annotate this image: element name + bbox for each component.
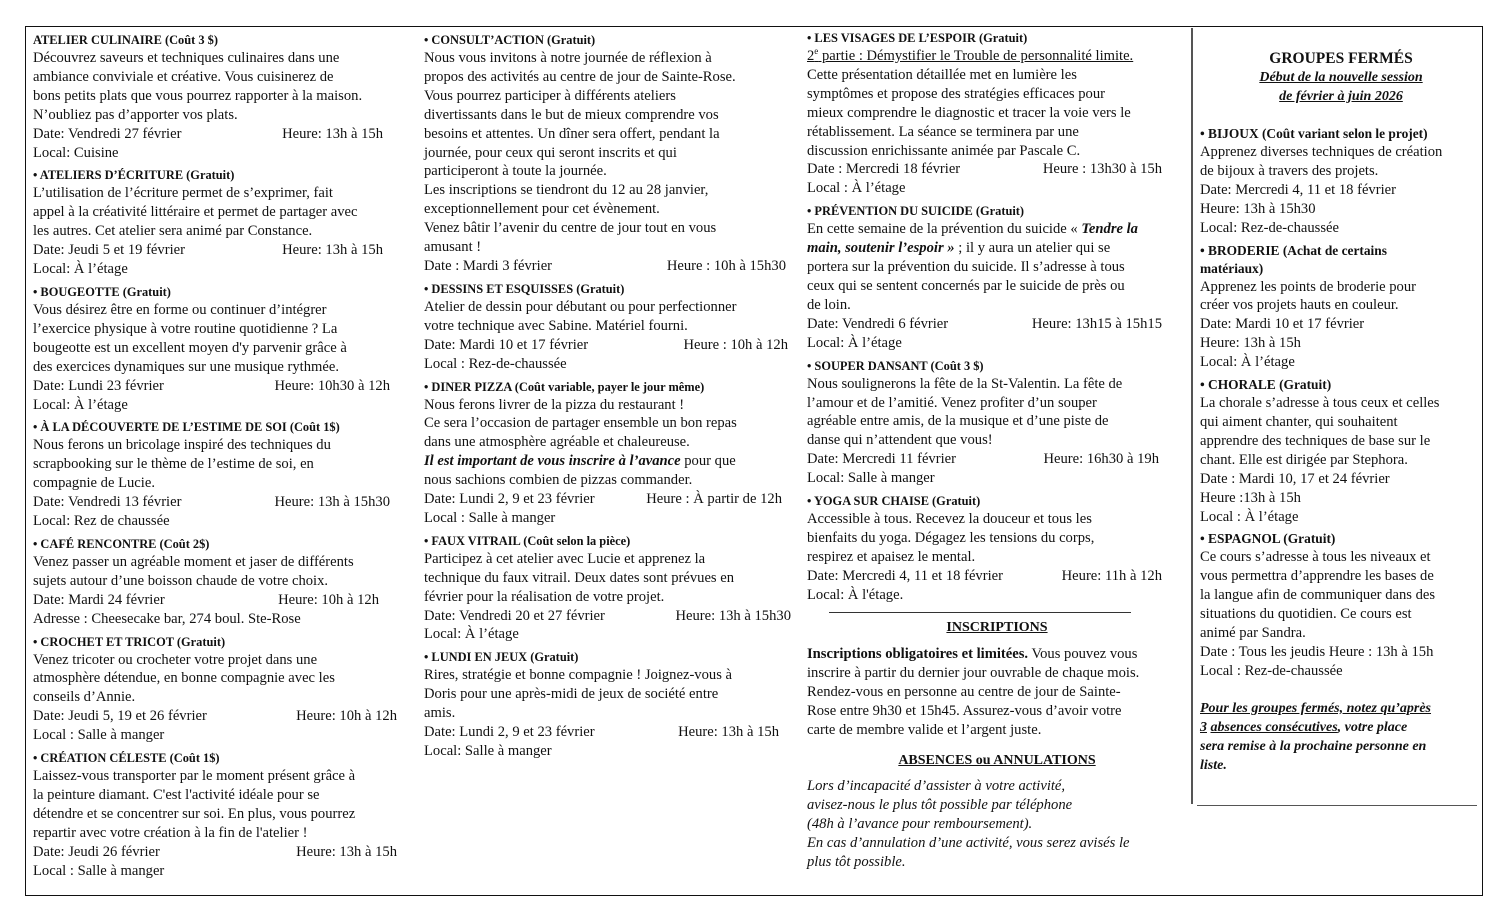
group-title: • CHORALE (Gratuit) [1200,377,1332,393]
description-line: L’utilisation de l’écriture permet de s’exprimer, fait [33,185,333,202]
group-line: Date : Mardi 10, 17 et 24 février [1200,470,1390,487]
group-line: Heure: 13h à 15h30 [1200,200,1316,217]
activity-time: Heure: 11h à 12h [1061,567,1162,584]
description-line: compagnie de Lucie. [33,475,155,492]
activity-block [33,166,411,279]
activity-location: Local: Cuisine [33,144,119,161]
subtitle-text: partie : Démystifier le Trouble de personnalité limite. [818,48,1134,64]
date-time-row [424,490,782,509]
activity-location: Local : À l’étage [807,180,906,197]
text-segment: ; il y aura un atelier qui se [954,240,1111,257]
activity-title: • DINER PIZZA (Coût variable, payer le jour même) [424,379,705,394]
description-line: propos des activités au centre de jour de Sainte-Rose. [424,68,736,85]
group-line: Heure: 13h à 15h [1200,335,1301,352]
activity-title: • À LA DÉCOUVERTE DE L’ESTIME DE SOI (Coût 1$) [33,420,340,435]
group-line: de bijoux à travers des projets. [1200,162,1379,179]
description-line: repartir avec votre création à la fin de l'atelier ! [33,824,308,841]
activity-time: Heure : 10h à 12h [683,336,788,353]
description-line: détendre et se concentrer sur soi. En plus, vous pourrez [33,805,356,822]
description-line: conseils d’Annie. [33,689,136,706]
description-line: bougeotte est un excellent moyen d'y parvenir grâce à [33,339,347,356]
activity-date: Date: Vendredi 27 février [33,125,182,142]
description-line: rétablissement. La séance se terminera par une [807,123,1079,140]
column-3 [807,29,1187,871]
activity-block [33,31,411,162]
description-line: Venez tricoter ou crocheter votre projet dans une [33,651,318,668]
inscriptions-bold: Inscriptions obligatoires et limitées. [807,646,1029,663]
activity-title: • LES VISAGES DE L’ESPOIR (Gratuit) [807,31,1028,45]
activity-block [33,633,411,746]
inscriptions-line: carte de membre valide et l’argent juste. [807,722,1042,739]
activity-time: Heure: 13h à 15h [678,724,779,741]
group-line: Apprenez les points de broderie pour [1200,278,1416,295]
description-line: sujets autour d’une boisson chaude de votre choix. [33,572,329,589]
activity-date: Date: Lundi 2, 9 et 23 février [424,491,595,508]
date-time-row [424,607,791,626]
activity-location: Local: À l’étage [424,626,519,643]
closed-group-block [1200,530,1482,680]
description-line: respirez et apaisez le mental. [807,548,976,565]
activity-date: Date: Vendredi 20 et 27 février [424,607,605,624]
activity-time: Heure: 13h à 15h30 [675,607,791,624]
note-text: Pour les groupes fermés, notez qu’après [1200,700,1432,716]
subtitle-superscript: e [814,46,819,57]
activity-block [424,378,796,528]
note-text: absences consécutives [1210,719,1338,735]
note-text: , votre place [1337,719,1408,735]
group-title: matériaux) [1200,260,1264,276]
description-line: ceux qui se sentent concernés par le suicide de près ou [807,277,1125,294]
activity-location: Local: À l’étage [33,261,128,278]
description-line: votre technique avec Sabine. Matériel fourni. [424,317,688,334]
activity-location: Local : Salle à manger [33,862,165,879]
description-line: Rires, stratégie et bonne compagnie ! Joignez-vous à [424,667,732,684]
group-line: Date: Mardi 10 et 17 février [1200,316,1365,333]
date-time-row [33,377,390,396]
description-line: technique du faux vitrail. Deux dates sont prévues en [424,569,735,586]
description-line: Laissez-vous transporter par le moment présent grâce à [33,768,356,785]
activity-time: Heure: 10h à 12h [278,591,379,608]
note-text: sera remise à la prochaine personne en [1200,738,1427,754]
activity-visages-espoir [807,29,1187,198]
activity-date: Date: Lundi 23 février [33,377,164,394]
group-line: chant. Elle est dirigée par Stephora. [1200,451,1408,468]
activity-block [424,532,796,645]
description-line: dans une atmosphère agréable et chaleureuse. [424,434,690,451]
absences-line: plus tôt possible. [807,853,906,870]
activity-location: Local : Salle à manger [33,727,165,744]
activity-location: Local: Salle à manger [424,743,552,759]
description-line: les autres. Cet atelier sera animé par Constance. [33,223,313,240]
activity-title: • YOGA SUR CHAISE (Gratuit) [807,494,981,509]
activity-time: Heure: 10h30 à 12h [274,377,390,394]
activity-location: Local: À l'étage. [807,586,904,603]
group-title: • ESPAGNOL (Gratuit) [1200,531,1336,547]
activity-block [33,418,411,531]
activity-date: Date: Jeudi 5, 19 et 26 février [33,708,207,725]
activity-block [424,31,796,276]
group-line: situations du quotidien. Ce cours est [1200,606,1412,623]
absences-line: avisez-nous le plus tôt possible par téléphone [807,796,1073,813]
group-line: Local: Rez-de-chaussée [1200,219,1339,236]
activity-title: • CROCHET ET TRICOT (Gratuit) [33,634,226,649]
campaign-slogan: Tendre la [1081,221,1138,238]
closed-groups-note [1200,699,1482,775]
group-line: Date : Tous les jeudis Heure : 13h à 15h [1200,643,1434,660]
group-line: Local : Rez-de-chaussée [1200,662,1343,679]
description-line: février pour la réalisation de votre projet. [424,588,665,605]
activity-date: Date: Mardi 24 février [33,591,165,608]
subtitle-number: 2 [807,48,815,64]
activity-time: Heure : 13h30 à 15h [1042,161,1162,178]
activity-date: Date: Lundi 2, 9 et 23 février [424,724,595,741]
description-line: bienfaits du yoga. Dégagez les tensions du corps, [807,529,1095,546]
date-time-row [33,241,383,260]
description-line: Nous ferons livrer de la pizza du restaurant ! [424,396,685,413]
group-line: vous permettra d’apprendre les bases de [1200,568,1434,585]
activity-description [807,66,1187,161]
activity-yoga-chaise [807,492,1187,605]
column-2 [424,31,796,765]
group-title: • BIJOUX (Coût variant selon le projet) [1200,126,1428,141]
description-line: Ce sera l’occasion de partager ensemble un bon repas [424,415,737,432]
activity-time: Heure: 13h15 à 15h15 [1031,315,1162,332]
activity-title: • BOUGEOTTE (Gratuit) [33,284,171,299]
activity-title: • PRÉVENTION DU SUICIDE (Gratuit) [807,204,1025,219]
description-line: discussion enrichissante animée par Pascale C. [807,142,1081,159]
activity-time: Heure: 13h à 15h [282,125,383,142]
activity-location: Adresse : Cheesecake bar, 274 boul. Ste-Rose [33,610,301,627]
activity-location: Local: À l’étage [33,396,128,413]
description-line: N’oubliez pas d’apporter vos plats. [33,106,238,123]
activity-time: Heure: 10h à 12h [296,708,397,725]
description-line: ambiance conviviale et créative. Vous cuisinerez de [33,68,334,85]
activity-prevention-suicide [807,202,1187,352]
description-line: l’amour et de l’amitié. Venez profiter d’un souper [807,394,1097,411]
activity-block [424,280,796,374]
group-line: la langue afin de communiquer dans des [1200,587,1436,604]
group-line: Ce cours s’adresse à tous les niveaux et [1200,549,1431,566]
campaign-slogan: main, soutenir l’espoir » [807,240,955,257]
closed-groups-bottom-rule [1197,805,1477,806]
description-line: bons petits plats que vous pourrez rapporter à la maison. [33,87,363,104]
column-1 [33,31,411,885]
activity-location: Local: À l’étage [807,334,902,351]
note-text: 3 [1200,719,1207,735]
description-line: Découvrez saveurs et techniques culinaires dans une [33,50,340,66]
description-line [807,220,1187,239]
activity-title: • CRÉATION CÉLESTE (Coût 1$) [33,751,220,766]
date-time-row [33,843,397,862]
absences-line: (48h à l’avance pour remboursement). [807,815,1033,832]
description-line: amis. [424,705,456,722]
inscriptions-line: inscrire à partir du dernier jour ouvrable de chaque mois. [807,665,1140,682]
description-line: des exercices dynamiques sur une musique rythmée. [33,358,339,375]
group-line: qui aiment chanter, qui souhaitent [1200,413,1398,430]
date-time-row [424,336,788,355]
activity-title: ATELIER CULINAIRE (Coût 3 $) [33,33,218,47]
activity-date: Date: Mardi 10 et 17 février [424,336,589,353]
description-line: exceptionnellement pour cet évènement. [424,201,660,218]
description-line: Nous soulignerons la fête de la St-Valentin. La fête de [807,375,1123,392]
description-line: Doris pour une après-midi de jeux de société entre [424,686,719,703]
closed-groups-subtitle: de février à juin 2026 [1279,89,1403,104]
activity-date: Date: Vendredi 6 février [807,315,949,332]
text-segment: En cette semaine de la prévention du suicide « [807,221,1082,238]
activity-subtitle [807,47,1187,66]
description-line: besoins et attentes. Un dîner sera offert, pendant la [424,125,720,142]
note-text: liste. [1200,757,1227,773]
activity-time: Heure : À partir de 12h [646,491,782,508]
group-line: apprendre des techniques de base sur le [1200,432,1431,449]
inscriptions-heading: INSCRIPTIONS [946,619,1048,635]
activity-title: • LUNDI EN JEUX (Gratuit) [424,650,579,665]
absences-line: En cas d’annulation d’une activité, vous serez avisés le [807,834,1130,851]
activity-title: • ATELIERS D’ÉCRITURE (Gratuit) [33,168,235,183]
absences-line: Lors d’incapacité d’assister à votre activité, [807,777,1066,794]
description-line: atmosphère détendue, en bonne compagnie avec les [33,670,335,687]
activity-date: Date: Mercredi 4, 11 et 18 février [807,567,1003,584]
group-line: Date: Mercredi 4, 11 et 18 février [1200,181,1396,198]
activity-time: Heure: 16h30 à 19h [1043,451,1159,468]
text-segment: Vous pouvez vous [1028,646,1138,663]
text-segment: pour que [680,453,736,470]
description-line [807,239,1187,258]
date-time-row [424,257,786,276]
inscriptions-text [807,645,1187,740]
description-line: Vous pourrez participer à différents ateliers [424,87,676,104]
description-line: Atelier de dessin pour débutant ou pour perfectionner [424,298,737,315]
description-line [424,452,796,471]
description-line: agréable entre amis, de la musique et d’une piste de [807,413,1109,430]
date-time-row [33,493,390,512]
description-line: Cette présentation détaillée met en lumière les [807,66,1077,83]
description-line: Nous vous invitons à notre journée de réflexion à [424,50,712,66]
date-time-row [33,707,397,726]
description-line: portera sur la prévention du suicide. Il s’adresse à tous [807,259,1125,276]
activity-time: Heure: 13h à 15h30 [274,494,390,511]
activity-title: • FAUX VITRAIL (Coût selon la pièce) [424,533,631,548]
group-line: La chorale s’adresse à tous ceux et celles [1200,395,1440,412]
activity-location: Local: Rez de chaussée [33,513,170,530]
description-line: nous sachions combien de pizzas commander. [424,472,693,489]
description-line: de loin. [807,296,851,313]
inscriptions-line: Rose entre 9h30 et 15h45. Assurez-vous d’avoir votre [807,703,1122,720]
activity-location: Local : Rez-de-chaussée [424,355,567,372]
date-time-row [33,125,383,144]
group-line: Local: À l’étage [1200,354,1295,371]
description-line: appel à la créativité littéraire et permet de partager avec [33,204,358,221]
group-title: • BRODERIE (Achat de certains [1200,242,1387,258]
activity-date: Date: Vendredi 13 février [33,494,182,511]
activity-location: Local : Salle à manger [424,509,556,526]
activity-block [33,749,411,880]
description-line: Venez bâtir l’avenir du centre de jour tout en vous [424,220,717,237]
inscriptions-line: Rendez-vous en personne au centre de jour de Sainte- [807,684,1121,701]
description-line: mieux comprendre le diagnostic et tracer la voie vers le [807,104,1131,121]
description-line: Venez passer un agréable moment et jaser de différents [33,553,354,570]
description-line: Vous désirez être en forme ou continuer d’intégrer [33,301,327,318]
activity-time: Heure: 13h à 15h [296,843,397,860]
description-line: amusant ! [424,239,482,256]
description-line: journée, pour ceux qui seront inscrits et qui [424,144,677,161]
important-notice: Il est important de vous inscrire à l’avance [424,453,681,470]
description-line: l’exercice physique à votre routine quotidienne ? La [33,320,338,337]
closed-group-block [1200,376,1482,526]
activity-location: Local: Salle à manger [807,470,935,487]
group-line: créer vos projets hauts en couleur. [1200,297,1399,314]
description-line: scrapbooking sur le thème de l’estime de soi, en [33,456,314,473]
description-line: Les inscriptions se tiendront du 12 au 28 janvier, [424,182,709,199]
activity-title: • DESSINS ET ESQUISSES (Gratuit) [424,281,625,296]
group-line: animé par Sandra. [1200,625,1306,642]
activity-title: • CONSULT’ACTION (Gratuit) [424,33,596,47]
description-line: participeront à toute la journée. [424,163,607,180]
group-line: Apprenez diverses techniques de création [1200,144,1443,160]
activity-date: Date: Jeudi 5 et 19 février [33,242,185,259]
closed-groups-subtitle: Début de la nouvelle session [1259,70,1423,85]
activity-block [424,648,796,761]
date-time-row [33,591,379,610]
absences-heading: ABSENCES ou ANNULATIONS [898,753,1096,768]
activity-title: • CAFÉ RENCONTRE (Coût 2$) [33,536,210,551]
activity-block [33,283,411,414]
activity-block [33,535,411,629]
description-line: Nous ferons un bricolage inspiré des techniques du [33,437,331,454]
description-line: la peinture diamant. C'est l'activité idéale pour se [33,787,320,803]
description-line: danse qui n’attendent que vous! [807,432,993,449]
description-line: Accessible à tous. Recevez la douceur et tous les [807,511,1092,528]
description-line: symptômes et propose des stratégies efficaces pour [807,85,1106,102]
absences-text [807,777,1187,872]
activity-date: Date : Mercredi 18 février [807,161,961,178]
date-time-row [424,723,779,742]
activity-title: • SOUPER DANSANT (Coût 3 $) [807,358,984,373]
activity-date: Date: Jeudi 26 février [33,843,160,860]
description-line: divertissants dans le but de mieux comprendre vos [424,106,719,123]
activity-time: Heure: 13h à 15h [282,242,383,259]
group-line: Local : À l’étage [1200,508,1299,525]
group-line: Heure :13h à 15h [1200,489,1301,506]
description-line: Participez à cet atelier avec Lucie et apprenez la [424,550,706,567]
closed-groups-title: GROUPES FERMÉS [1269,50,1413,67]
section-divider [829,612,1131,613]
column-divider [1191,28,1193,804]
activity-souper-dansant [807,357,1187,488]
activity-time: Heure : 10h à 15h30 [666,257,786,274]
closed-group-block [1200,242,1482,373]
activity-date: Date: Mercredi 11 février [807,451,956,468]
closed-groups-column [1200,31,1482,775]
closed-group-block [1200,125,1482,238]
activity-date: Date : Mardi 3 février [424,257,553,274]
